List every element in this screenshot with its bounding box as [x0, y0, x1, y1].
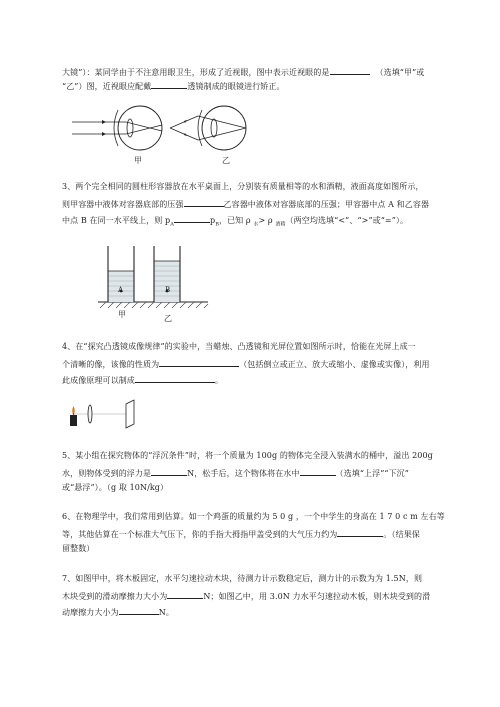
eye-caption-jia: 甲: [134, 156, 142, 165]
q7-blank-1: [167, 590, 203, 599]
q6-text-a: 等，其他估算在一个标准大气压下，你的手指大拇指甲盖受到的大气压力约为: [62, 530, 338, 539]
q3-text-g: （两空均选填“<”、“>”或“=”）。: [285, 216, 409, 225]
q3-line-3: [62, 214, 408, 230]
q3-text-d: p: [209, 216, 216, 225]
container-label-b: B: [165, 286, 171, 294]
q7-line-1: 7、如图甲中，将木板固定，水平匀速拉动木块，待测力计示数稳定后，测力计的示数为为 1.5N，则: [62, 574, 423, 583]
q5-text-c: （选填“上浮”“下沉”: [335, 469, 409, 478]
q2-text-d: 透镜制成的眼镜进行矫正。: [187, 82, 285, 91]
q3-sub-a: A: [170, 221, 174, 228]
q5-line-3: 或“悬浮”）。（g 取 10N/kg）: [62, 483, 169, 492]
q2-text-b: （选填“甲”或: [375, 68, 425, 77]
container-caption-jia: 甲: [118, 310, 126, 319]
q5-blank-1: [151, 467, 187, 476]
q7-text-d: N。: [158, 608, 174, 617]
eye-caption-yi: 乙: [222, 156, 230, 165]
q2-blank-1: [330, 66, 370, 75]
q4-text-c: 此成像原理可以制成: [62, 376, 135, 385]
q4-line-1: 4、在“探究凸透镜成像规律”的实验中，当蜡烛、凸透镜和光屏位置如图所示时，恰能在光屏上成一: [62, 342, 416, 351]
containers-diagram: [96, 240, 226, 320]
container-label-a: A: [118, 286, 124, 294]
q6-text-b: 。（结果保: [383, 530, 420, 539]
q7-line-3: [62, 606, 174, 618]
q3-line-2: [62, 198, 429, 210]
q6-line-2: [62, 528, 420, 540]
q7-text-b: N；如图乙中，用 3.0N 力水平匀速拉动木板，则木块受到的滑: [203, 592, 431, 601]
q3-sub-water: 水: [253, 221, 259, 228]
q3-text-c: 中点 B 在同一水平线上，则 p: [62, 216, 171, 225]
q5-text-a: 水，则物体受到的浮力是: [62, 469, 152, 478]
q5-blank-2: [300, 467, 336, 476]
q3-text-f: > ρ: [258, 216, 276, 225]
optics-diagram: [66, 396, 156, 432]
q4-blank-1: [159, 358, 239, 367]
q3-text-e: ，已知 ρ: [218, 216, 254, 225]
q2-line-2: [62, 80, 285, 92]
q2-line-1: [62, 66, 424, 78]
q4-blank-2: [135, 374, 215, 383]
q2-blank-2: [151, 80, 187, 89]
q3-text-a: 则甲容器中液体对容器底部的压强: [62, 200, 184, 209]
q4-line-3: [62, 374, 223, 386]
q7-line-2: [62, 590, 430, 602]
q6-line-1: 6、在物理学中，我们常用到估算。如一个鸡蛋的质量约为 5 0 g ，一个中学生的身高在 1 7 0 c m 左右等: [62, 512, 445, 521]
q7-text-a: 木块受到的滑动摩擦力大小为: [62, 592, 168, 601]
q4-text-b: （包括倒立或正立、放大或缩小、虚像或实像），利用: [239, 360, 430, 369]
q4-text-d: 。: [214, 376, 224, 385]
q3-blank-2: [174, 214, 210, 223]
q4-line-2: [62, 358, 430, 370]
q3-line-1: 3、两个完全相同的圆柱形容器放在水平桌面上，分别装有质量相等的水和酒精，液面高度如图所示，: [62, 182, 424, 191]
q3-sub-b: B: [215, 221, 219, 228]
q3-sub-alcohol: 酒精: [275, 221, 286, 228]
q6-blank-1: [337, 528, 383, 537]
container-caption-yi: 乙: [164, 314, 172, 323]
q6-line-3: 留整数）: [62, 544, 95, 553]
q3-text-b: 乙容器中液体对容器底部的压强；甲容器中点 A 和乙容器: [223, 200, 430, 209]
q2-text-a: 大镜”）：某同学由于不注意用眼卫生，形成了近视眼，图中表示近视眼的是: [62, 68, 330, 77]
eye-diagram-yi: [168, 104, 288, 154]
q5-text-b: N，松手后，这个物体将在水中: [187, 469, 300, 478]
q2-text-c: “乙”）图，近视眼应配戴: [62, 82, 152, 91]
q7-blank-2: [119, 606, 159, 615]
q7-text-c: 动摩擦力大小为: [62, 608, 119, 617]
q5-line-2: [62, 467, 409, 479]
q5-line-1: 5、某小组在探究物体的“浮沉条件”时，将一个质量为 100g 的物体完全浸入装满水的桶中，溢出 200g: [62, 451, 433, 460]
q3-blank-1: [184, 198, 224, 207]
q4-text-a: 个清晰的像，该像的性质为: [62, 360, 160, 369]
